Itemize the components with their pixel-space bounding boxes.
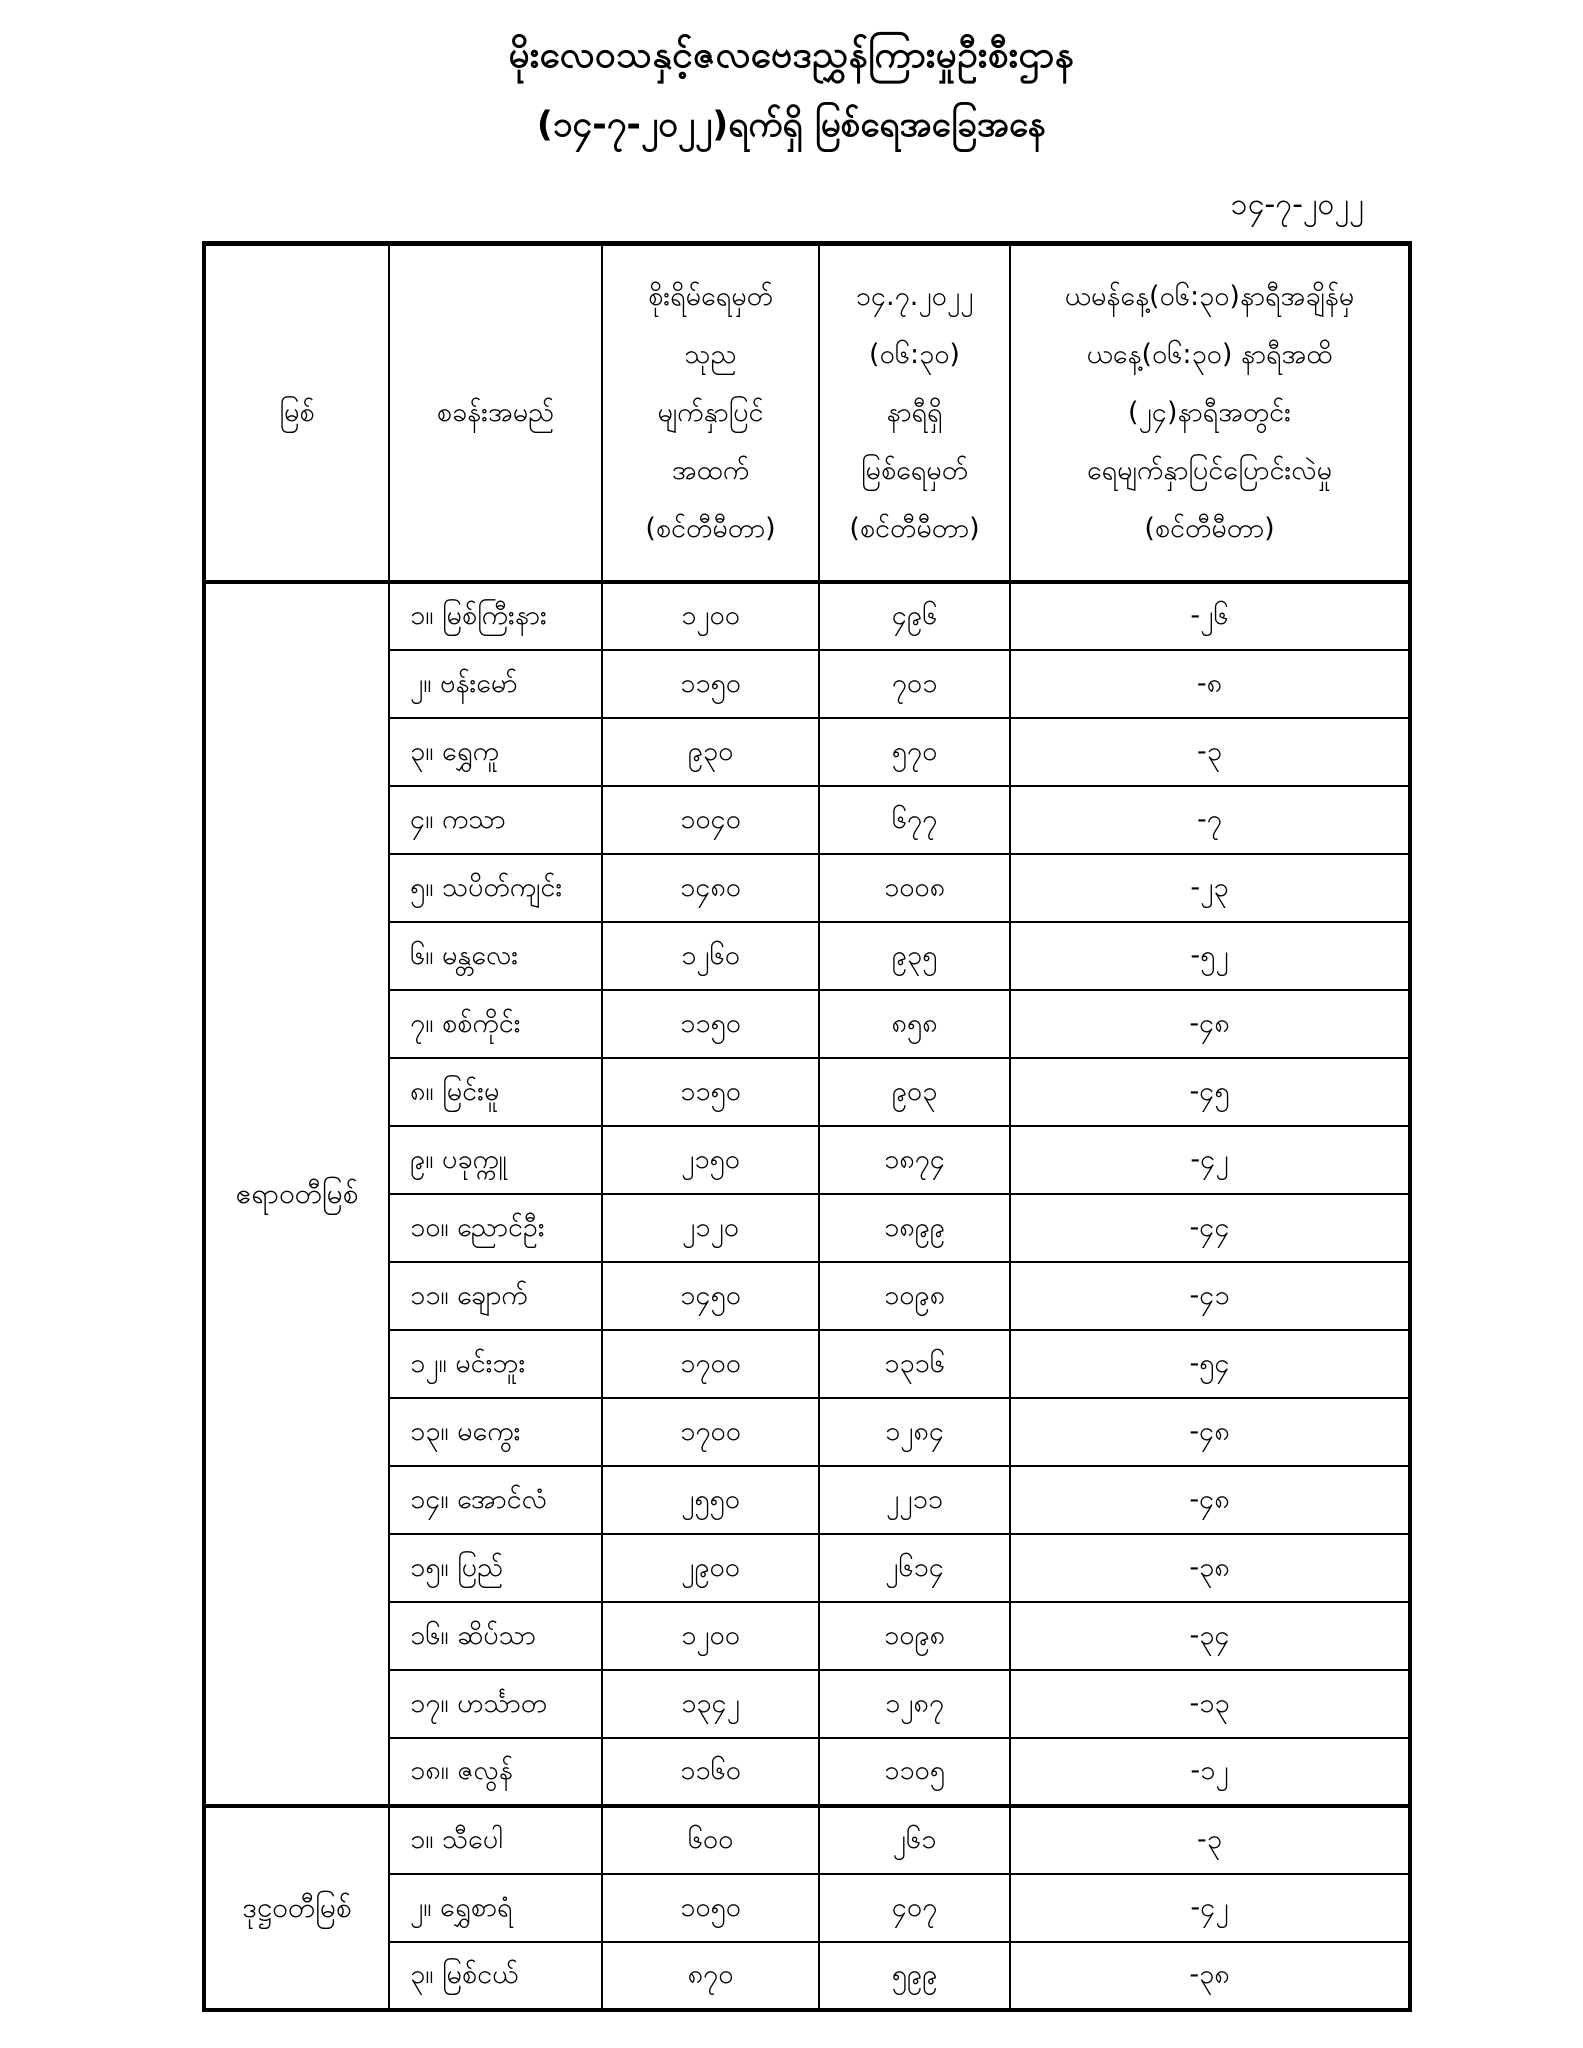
danger-level-cell: ၂၁၅၀ (602, 1126, 819, 1194)
water-level-cell: ၈၅၈ (819, 990, 1010, 1058)
change-cell: -၈ (1010, 650, 1410, 718)
page-title: မိုးလေဝသနှင့်ဇလဗေဒညွှန်ကြားမှုဦးစီးဌာန (508, 33, 1075, 76)
water-level-cell: ၁၈၇၄ (819, 1126, 1010, 1194)
water-level-cell: ၉၀၃ (819, 1058, 1010, 1126)
change-cell: -၄၂ (1010, 1126, 1410, 1194)
station-cell: ၈။ မြင်းမူ (389, 1058, 602, 1126)
station-cell: ၁၀။ ညောင်ဦး (389, 1194, 602, 1262)
danger-level-cell: ၁၇၀၀ (602, 1398, 819, 1466)
header-row (204, 244, 1410, 582)
danger-level-cell: ၁၇၀၀ (602, 1330, 819, 1398)
river-group-cell: ဧရာဝတီမြစ် (204, 582, 389, 1806)
change-cell: -၄၂ (1010, 1874, 1410, 1942)
col-header-river: မြစ် (204, 244, 389, 582)
danger-level-cell: ၁၂၆၀ (602, 922, 819, 990)
station-cell: ၁၂။ မင်းဘူး (389, 1330, 602, 1398)
change-cell: -၅၄ (1010, 1330, 1410, 1398)
table-row (204, 1806, 1410, 1874)
danger-level-cell: ၁၃၄၂ (602, 1670, 819, 1738)
station-cell: ၁၃။ မကွေး (389, 1398, 602, 1466)
station-cell: ၁၈။ ဇလွန် (389, 1738, 602, 1806)
water-level-cell: ၂၆၁ (819, 1806, 1010, 1874)
danger-level-cell: ၁၂၀၀ (602, 1602, 819, 1670)
change-cell: -၄၈ (1010, 990, 1410, 1058)
water-level-cell: ၁၈၉၉ (819, 1194, 1010, 1262)
danger-level-cell: ၁၁၆၀ (602, 1738, 819, 1806)
table-body (204, 582, 1410, 2010)
change-cell: -၇ (1010, 786, 1410, 854)
change-cell: -၄၈ (1010, 1466, 1410, 1534)
danger-level-cell: ၉၃၀ (602, 718, 819, 786)
danger-level-cell: ၂၅၅၀ (602, 1466, 819, 1534)
water-level-cell: ၉၃၅ (819, 922, 1010, 990)
water-level-cell: ၁၂၈၄ (819, 1398, 1010, 1466)
station-cell: ၂။ ရွှေစာရံ (389, 1874, 602, 1942)
danger-level-cell: ၁၄၈၀ (602, 854, 819, 922)
water-level-cell: ၄၉၆ (819, 582, 1010, 650)
col-header-change-24h: ယမန်နေ့(၀၆:၃၀)နာရီအချိန်မှ ယနေ့(၀၆:၃၀) နာရီအထိ (၂၄)နာရီအတွင်း ရေမျက်နှာပြင်ပြောင်းလဲမှု (စင်တီမီတာ) (1010, 244, 1410, 582)
change-cell: -၄၈ (1010, 1398, 1410, 1466)
change-cell: -၃ (1010, 718, 1410, 786)
danger-level-cell: ၂၉၀၀ (602, 1534, 819, 1602)
river-group-cell: ဒုဋ္ဌဝတီမြစ် (204, 1806, 389, 2010)
change-cell: -၄၅ (1010, 1058, 1410, 1126)
table-header (204, 244, 1410, 582)
station-cell: ၇။ စစ်ကိုင်း (389, 990, 602, 1058)
station-cell: ၉။ ပခုက္ကူ (389, 1126, 602, 1194)
page-subtitle: (၁၄-၇-၂၀၂၂)ရက်ရှိ မြစ်ရေအခြေအနေ (536, 105, 1047, 145)
change-cell: -၂၃ (1010, 854, 1410, 922)
report-date: ၁၄-၇-၂၀၂၂ (1230, 187, 1364, 222)
water-level-cell: ၁၀၉၈ (819, 1602, 1010, 1670)
station-cell: ၁၆။ ဆိပ်သာ (389, 1602, 602, 1670)
water-level-cell: ၆၇၇ (819, 786, 1010, 854)
station-cell: ၂။ ဗန်းမော် (389, 650, 602, 718)
danger-level-cell: ၁၁၅၀ (602, 650, 819, 718)
station-cell: ၃။ မြစ်ငယ် (389, 1942, 602, 2010)
station-cell: ၁၁။ ချောက် (389, 1262, 602, 1330)
water-level-cell: ၅၉၉ (819, 1942, 1010, 2010)
col-header-water-level: ၁၄.၇.၂၀၂၂ (၀၆:၃၀) နာရီရှိ မြစ်ရေမှတ် (စင်တီမီတာ) (819, 244, 1010, 582)
change-cell: -၂၆ (1010, 582, 1410, 650)
danger-level-cell: ၁၀၄၀ (602, 786, 819, 854)
station-cell: ၁။ သီပေါ (389, 1806, 602, 1874)
station-cell: ၁။ မြစ်ကြီးနား (389, 582, 602, 650)
water-level-cell: ၅၇၀ (819, 718, 1010, 786)
danger-level-cell: ၂၁၂၀ (602, 1194, 819, 1262)
change-cell: -၄၄ (1010, 1194, 1410, 1262)
danger-level-cell: ၁၂၀၀ (602, 582, 819, 650)
water-level-cell: ၂၂၁၁ (819, 1466, 1010, 1534)
change-cell: -၄၁ (1010, 1262, 1410, 1330)
station-cell: ၆။ မန္တလေး (389, 922, 602, 990)
change-cell: -၅၂ (1010, 922, 1410, 990)
water-level-cell: ၄၀၇ (819, 1874, 1010, 1942)
water-level-cell: ၁၁၀၅ (819, 1738, 1010, 1806)
change-cell: -၃၄ (1010, 1602, 1410, 1670)
water-level-cell: ၁၀၉၈ (819, 1262, 1010, 1330)
danger-level-cell: ၁၁၅၀ (602, 990, 819, 1058)
station-cell: ၄။ ကသာ (389, 786, 602, 854)
change-cell: -၃၈ (1010, 1534, 1410, 1602)
change-cell: -၁၂ (1010, 1738, 1410, 1806)
water-level-cell: ၁၂၈၇ (819, 1670, 1010, 1738)
danger-level-cell: ၁၄၅၀ (602, 1262, 819, 1330)
station-cell: ၃။ ရွှေကူ (389, 718, 602, 786)
water-level-cell: ၂၆၁၄ (819, 1534, 1010, 1602)
col-header-danger-level: စိုးရိမ်ရေမှတ် သုည မျက်နှာပြင် အထက် (စင်တီမီတာ) (602, 244, 819, 582)
change-cell: -၃၈ (1010, 1942, 1410, 2010)
change-cell: -၃ (1010, 1806, 1410, 1874)
station-cell: ၁၇။ ဟင်္သာတ (389, 1670, 602, 1738)
station-cell: ၅။ သပိတ်ကျင်း (389, 854, 602, 922)
danger-level-cell: ၁၁၅၀ (602, 1058, 819, 1126)
table-row (204, 582, 1410, 650)
river-water-level-table (202, 241, 1412, 2012)
water-level-cell: ၁၃၁၆ (819, 1330, 1010, 1398)
water-level-cell: ၁၀၀၈ (819, 854, 1010, 922)
change-cell: -၁၃ (1010, 1670, 1410, 1738)
water-level-cell: ၇၀၁ (819, 650, 1010, 718)
station-cell: ၁၅။ ပြည် (389, 1534, 602, 1602)
station-cell: ၁၄။ အောင်လံ (389, 1466, 602, 1534)
danger-level-cell: ၆၀၀ (602, 1806, 819, 1874)
col-header-station-name: စခန်းအမည် (389, 244, 602, 582)
danger-level-cell: ၈၇၀ (602, 1942, 819, 2010)
danger-level-cell: ၁၀၅၀ (602, 1874, 819, 1942)
